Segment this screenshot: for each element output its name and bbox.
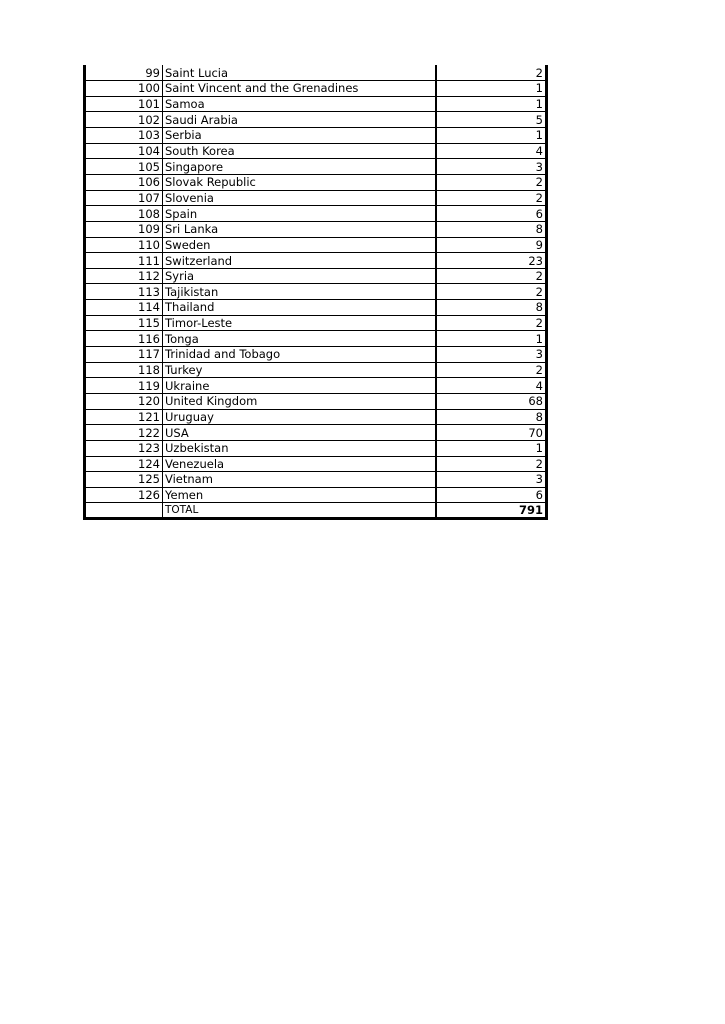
country-name: Tonga	[163, 331, 436, 347]
row-number: 113	[85, 284, 163, 300]
row-number: 120	[85, 393, 163, 409]
table-row	[85, 237, 547, 253]
table-row	[85, 174, 547, 190]
country-count: 23	[436, 253, 547, 269]
table-row	[85, 253, 547, 269]
row-number: 106	[85, 174, 163, 190]
country-name: Spain	[163, 206, 436, 222]
country-name: United Kingdom	[163, 393, 436, 409]
country-count: 2	[436, 315, 547, 331]
table-row	[85, 206, 547, 222]
table-row	[85, 65, 547, 81]
total-row-number-cell	[85, 503, 163, 519]
country-name: Saint Lucia	[163, 65, 436, 81]
table-row	[85, 112, 547, 128]
country-count: 2	[436, 284, 547, 300]
country-name: Syria	[163, 268, 436, 284]
row-number: 114	[85, 300, 163, 316]
country-count: 8	[436, 300, 547, 316]
country-name: Ukraine	[163, 378, 436, 394]
country-name: Samoa	[163, 96, 436, 112]
row-number: 117	[85, 347, 163, 363]
country-count: 3	[436, 159, 547, 175]
country-count: 5	[436, 112, 547, 128]
table-row	[85, 284, 547, 300]
country-name: Switzerland	[163, 253, 436, 269]
country-name: Vietnam	[163, 472, 436, 488]
table-row	[85, 487, 547, 503]
country-name: Saudi Arabia	[163, 112, 436, 128]
row-number: 112	[85, 268, 163, 284]
country-count: 70	[436, 425, 547, 441]
country-name: South Korea	[163, 143, 436, 159]
country-name: Uzbekistan	[163, 440, 436, 456]
country-name: Thailand	[163, 300, 436, 316]
row-number: 115	[85, 315, 163, 331]
table-row	[85, 362, 547, 378]
row-number: 121	[85, 409, 163, 425]
total-count: 791	[518, 503, 543, 518]
table-row	[85, 128, 547, 144]
country-count: 8	[436, 409, 547, 425]
country-count: 1	[436, 128, 547, 144]
country-count: 1	[436, 81, 547, 97]
table-row	[85, 143, 547, 159]
country-count: 6	[436, 487, 547, 503]
country-name: Sweden	[163, 237, 436, 253]
country-name: Tajikistan	[163, 284, 436, 300]
row-number: 110	[85, 237, 163, 253]
row-number: 122	[85, 425, 163, 441]
row-number: 116	[85, 331, 163, 347]
country-count: 68	[436, 393, 547, 409]
country-name: Venezuela	[163, 456, 436, 472]
country-name: Timor-Leste	[163, 315, 436, 331]
country-count: 4	[436, 143, 547, 159]
country-name: Saint Vincent and the Grenadines	[163, 81, 436, 97]
table-row	[85, 425, 547, 441]
country-count: 3	[436, 347, 547, 363]
table-row	[85, 315, 547, 331]
total-row	[85, 503, 547, 519]
table-row	[85, 456, 547, 472]
table-row	[85, 300, 547, 316]
country-name: Slovak Republic	[163, 174, 436, 190]
table-row	[85, 347, 547, 363]
row-number: 101	[85, 96, 163, 112]
row-number: 111	[85, 253, 163, 269]
country-count: 1	[436, 331, 547, 347]
country-count: 3	[436, 472, 547, 488]
country-count: 1	[436, 440, 547, 456]
country-count: 2	[436, 65, 547, 81]
row-number: 123	[85, 440, 163, 456]
row-number: 124	[85, 456, 163, 472]
row-number: 104	[85, 143, 163, 159]
country-count: 2	[436, 362, 547, 378]
table-row	[85, 409, 547, 425]
country-count: 1	[436, 96, 547, 112]
total-label: TOTAL	[163, 503, 436, 519]
row-number: 99	[85, 65, 163, 81]
row-number: 102	[85, 112, 163, 128]
table-row	[85, 268, 547, 284]
country-count: 2	[436, 456, 547, 472]
table-row	[85, 393, 547, 409]
row-number: 108	[85, 206, 163, 222]
country-name: Slovenia	[163, 190, 436, 206]
country-name: Trinidad and Tobago	[163, 347, 436, 363]
country-name: Singapore	[163, 159, 436, 175]
table-row	[85, 96, 547, 112]
country-count: 2	[436, 190, 547, 206]
country-count: 2	[436, 268, 547, 284]
country-name: Sri Lanka	[163, 221, 436, 237]
row-number: 100	[85, 81, 163, 97]
country-name: Turkey	[163, 362, 436, 378]
country-count: 4	[436, 378, 547, 394]
row-number: 109	[85, 221, 163, 237]
country-count-table	[83, 65, 548, 520]
row-number: 126	[85, 487, 163, 503]
table-body	[85, 65, 547, 519]
table-row	[85, 190, 547, 206]
row-number: 107	[85, 190, 163, 206]
table-row	[85, 221, 547, 237]
country-name: Uruguay	[163, 409, 436, 425]
country-count: 8	[436, 221, 547, 237]
country-name: Yemen	[163, 487, 436, 503]
country-count: 2	[436, 174, 547, 190]
country-name: Serbia	[163, 128, 436, 144]
table-row	[85, 378, 547, 394]
table-row	[85, 440, 547, 456]
row-number: 105	[85, 159, 163, 175]
table-row	[85, 159, 547, 175]
row-number: 103	[85, 128, 163, 144]
row-number: 118	[85, 362, 163, 378]
country-count: 9	[436, 237, 547, 253]
table-row	[85, 81, 547, 97]
country-count: 6	[436, 206, 547, 222]
row-number: 119	[85, 378, 163, 394]
row-number: 125	[85, 472, 163, 488]
country-name: USA	[163, 425, 436, 441]
table-row	[85, 472, 547, 488]
table-row	[85, 331, 547, 347]
